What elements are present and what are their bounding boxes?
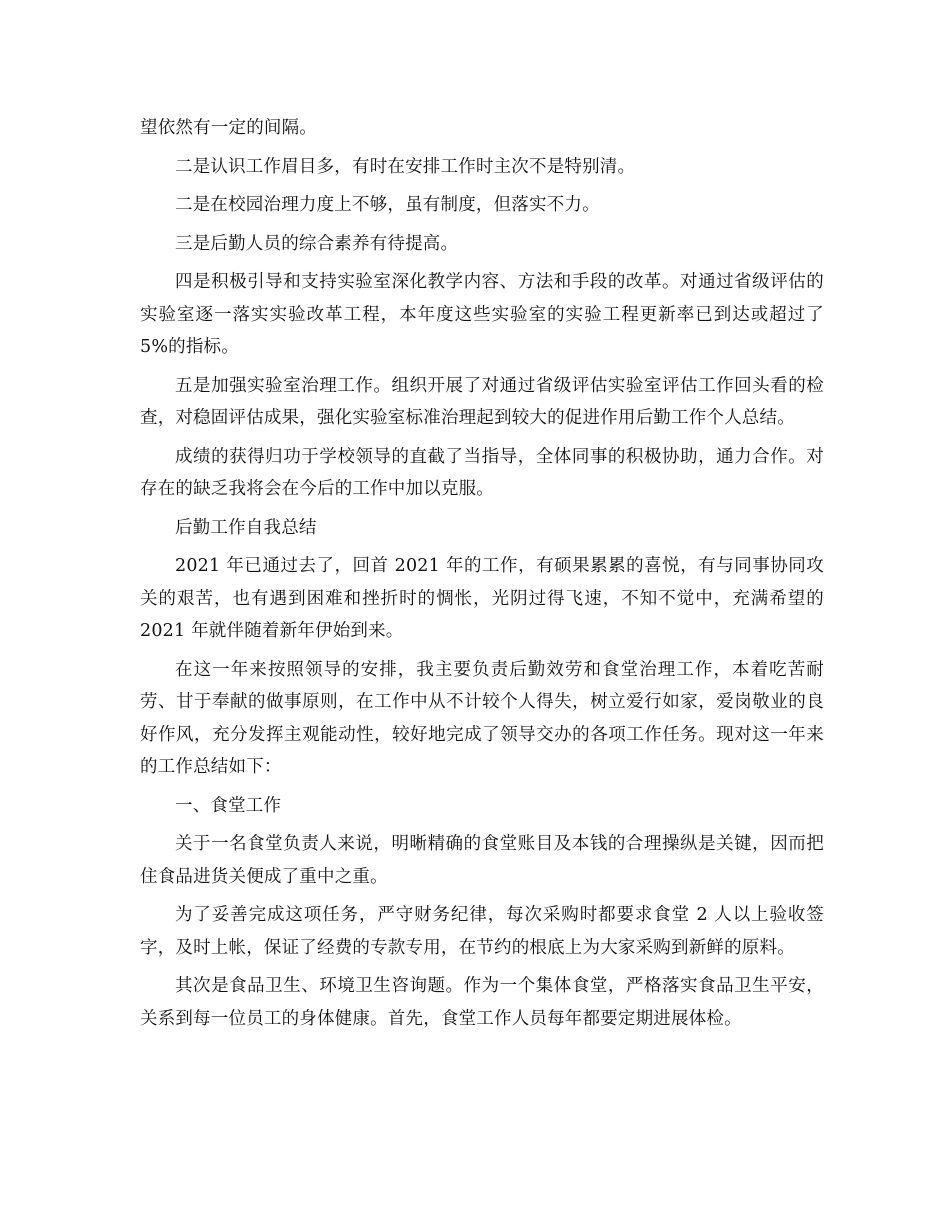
section-heading-self-summary: 后勤工作自我总结 (175, 517, 317, 538)
paragraph-7: 成绩的获得归功于学校领导的直截了当指导，全体同事的积极协助，通力合作。对存在的缺乏我将会在今后的工作中加以克服。 (140, 446, 824, 499)
paragraph-3: 二是在校园治理力度上不够，虽有制度，但落实不力。 (175, 195, 600, 215)
paragraph-14: 其次是食品卫生、环境卫生咨询题。作为一个集体食堂，严格落实食品卫生平安，关系到每一位员工的身体健康。首先，食堂工作人员每年都要定期进展体检。 (140, 976, 824, 1029)
paragraph-10: 在这一年来按照领导的安排，我主要负责后勤效劳和食堂治理工作，本着吃苦耐劳、甘于奉献的做事原则，在工作中从不计较个人得失，树立爱行如家，爱岗敬业的良好作风，充分发挥主观能动性，较好地完成了领导交办的各项工作任务。现对这一年来的工作总结如下： (140, 659, 824, 777)
document-page (140, 112, 824, 1041)
paragraph-2: 二是认识工作眉目多，有时在安排工作时主次不是特别清。 (175, 156, 636, 177)
paragraph-1: 望依然有一定的间隔。 (140, 118, 317, 138)
paragraph-9: 2021 年已通过去了，回首 2021 年的工作，有硕果累累的喜悦，有与同事协同攻关的艰苦，也有遇到困难和挫折时的惆怅，光阴过得飞速，不知不觉中，充满希望的 2021 年就伴随着新年伊始到来。 (140, 556, 824, 641)
paragraph-6: 五是加强实验室治理工作。组织开展了对通过省级评估实验室评估工作回头看的检查，对稳固评估成果，强化实验室标准治理起到较大的促进作用后勤工作个人总结。 (140, 375, 824, 428)
paragraph-4: 三是后勤人员的综合素养有待提高。 (175, 233, 459, 254)
paragraph-12: 关于一名食堂负责人来说，明晰精确的食堂账目及本钱的合理操纵是关键，因而把住食品进货关便成了重中之重。 (140, 834, 824, 887)
paragraph-5: 四是积极引导和支持实验室深化教学内容、方法和手段的改革。对通过省级评估的实验室逐一落实实验改革工程，本年度这些实验室的实验工程更新率已到达或超过了 5%的指标。 (140, 272, 824, 357)
paragraph-13: 为了妥善完成这项任务，严守财务纪律，每次采购时都要求食堂 2 人以上验收签字，及时上帐，保证了经费的专款专用，在节约的根底上为大家采购到新鲜的原料。 (140, 905, 824, 958)
section-heading-canteen: 一、食堂工作 (175, 795, 282, 816)
